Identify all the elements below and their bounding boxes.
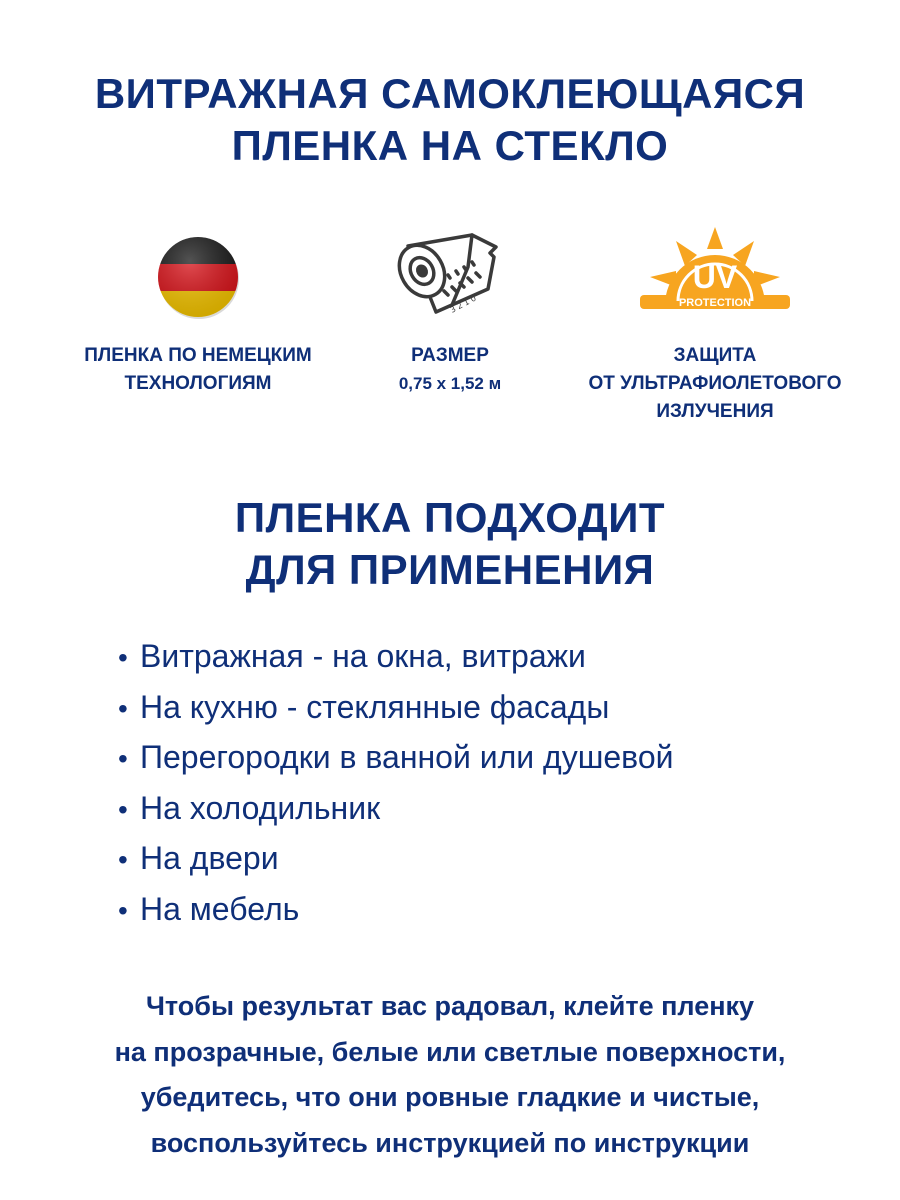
list-item-text: На кухню - стеклянные фасады	[140, 688, 610, 725]
main-title-line-2: ПЛЕНКА НА СТЕКЛО	[231, 122, 669, 169]
uv-badge-subtext: PROTECTION	[678, 297, 752, 309]
feature-size-value: 0,75 х 1,52 м	[398, 374, 502, 393]
list-item	[118, 885, 673, 936]
note-line-1: Чтобы результат вас радовал, клейте пленку	[145, 991, 755, 1021]
bullet-icon: •	[118, 642, 128, 673]
feature-uv-caption-line-3: ИЗЛУЧЕНИЯ	[656, 401, 774, 422]
feature-german-caption	[50, 342, 346, 398]
film-roll-icon	[350, 222, 550, 332]
feature-german-technology	[50, 222, 346, 398]
bullet-icon: •	[118, 793, 128, 825]
list-item-text: На мебель	[140, 890, 300, 927]
list-item-text: На холодильник	[140, 789, 381, 826]
usage-list	[118, 632, 673, 935]
usage-title-line-2: ДЛЯ ПРИМЕНЕНИЯ	[245, 546, 655, 593]
uv-protection-icon	[560, 222, 870, 332]
feature-uv-caption-line-2: ОТ УЛЬТРАФИОЛЕТОВОГО	[588, 373, 842, 394]
list-item-text: На двери	[140, 840, 279, 876]
list-item-text: Витражная - на окна, витражи	[140, 638, 586, 674]
main-title-line-1: ВИТРАЖНАЯ САМОКЛЕЮЩАЯСЯ	[94, 70, 806, 117]
ruler-digits: 3 2 1 0	[448, 293, 478, 315]
note-line-4: воспользуйтесь инструкцией по инструкции	[150, 1127, 750, 1158]
feature-uv-protection	[560, 222, 870, 426]
list-item	[118, 834, 673, 885]
bullet-icon: •	[118, 894, 128, 926]
note-line-2: на прозрачные, белые или светлые поверхности,	[114, 1036, 786, 1067]
bullet-icon: •	[118, 692, 128, 724]
feature-uv-caption	[560, 342, 870, 426]
list-item-text: Перегородки в ванной или душевой	[140, 739, 674, 775]
features-row	[0, 222, 900, 432]
feature-german-caption-line-2: ТЕХНОЛОГИЯМ	[124, 373, 272, 394]
feature-size-caption-line-1: РАЗМЕР	[411, 345, 489, 366]
bullet-icon: •	[118, 844, 128, 875]
list-item	[118, 784, 673, 835]
list-item	[118, 632, 673, 683]
note-line-3: убедитесь, что они ровные гладкие и чистые,	[140, 1082, 760, 1112]
main-title	[0, 68, 900, 172]
list-item	[118, 733, 673, 784]
german-flag-icon	[50, 222, 346, 332]
application-note	[0, 984, 900, 1166]
feature-uv-caption-line-1: ЗАЩИТА	[673, 345, 757, 366]
feature-german-caption-line-1: ПЛЕНКА ПО НЕМЕЦКИМ	[84, 345, 312, 366]
uv-badge-text: UV	[692, 259, 738, 295]
feature-size-caption	[350, 342, 550, 398]
usage-title-line-1: ПЛЕНКА ПОДХОДИТ	[234, 494, 666, 541]
bullet-icon: •	[118, 743, 128, 774]
usage-title	[0, 492, 900, 596]
list-item	[118, 683, 673, 734]
feature-size	[350, 222, 550, 398]
